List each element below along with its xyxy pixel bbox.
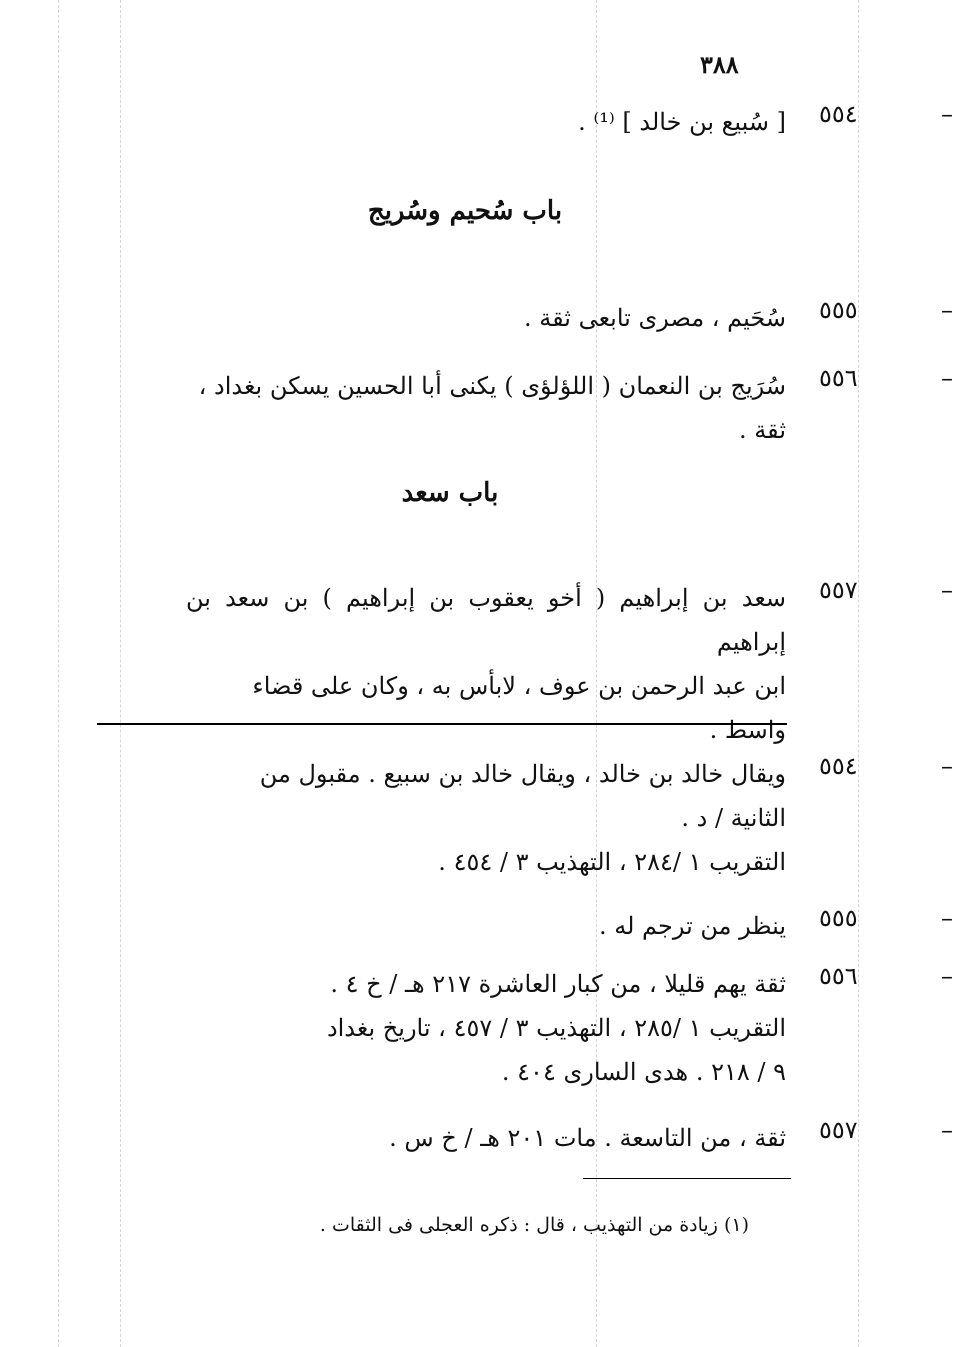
section-heading-saad: باب سعد [401,478,499,508]
entry-dash: – [941,100,953,128]
note-557 [186,1116,953,1160]
note-number: ٥٥٦ [819,962,858,990]
note-text: ويقال خالد بن خالد ، ويقال خالد بن سبيع . مقبول من [259,760,786,788]
note-number: ٥٥٥ [819,904,858,932]
page-number: ٣٨٨ [700,50,739,79]
note-text: ثقة يهم قليلا ، من كبار العاشرة ٢١٧ هـ / خ ٤ . [330,970,786,998]
entry-text: ثقة . [739,416,786,444]
footnote: (١) زيادة من التهذيب ، قال : ذكره العجلى فى الثقات . [319,1214,749,1236]
entry-556 [186,364,953,452]
entry-dash: – [941,364,953,392]
note-554 [186,752,953,884]
entry-text: سُرَيج بن النعمان ( اللؤلؤى ) يكنى أبا الحسين يسكن بغداد ، [198,372,786,400]
entry-dash: – [941,752,953,780]
note-text: الثانية / د . [681,804,786,832]
entry-dash: – [941,576,953,604]
entry-text: سُحَيم ، مصرى تابعى ثقة . [524,304,786,332]
entry-text: [ سُبيع بن خالد ] ⁽¹⁾ . [578,108,786,136]
footnote-separator [583,1178,791,1179]
note-text: ثقة ، من التاسعة . مات ٢٠١ هـ / خ س . [389,1124,786,1152]
entry-number: ٥٥٦ [819,364,858,392]
note-text: ينظر من ترجم له . [598,912,786,940]
scan-guide [120,0,121,1347]
entry-text: ابن عبد الرحمن بن عوف ، لابأس به ، وكان على قضاء [252,672,786,700]
entry-number: ٥٥٥ [819,296,858,324]
note-555 [186,904,953,948]
notes-separator [97,723,787,725]
note-556 [186,962,953,1094]
note-text: ٩ / ٢١٨ . هدى السارى ٤٠٤ . [501,1058,786,1086]
entry-text: واسط . [709,716,786,744]
note-text: التقريب ١ /٢٨٤ ، التهذيب ٣ / ٤٥٤ . [438,848,786,876]
entry-dash: – [941,296,953,324]
entry-dash: – [941,962,953,990]
entry-dash: – [941,904,953,932]
entry-number: ٥٥٧ [819,576,858,604]
entry-554 [286,100,953,144]
scan-guide [58,0,59,1347]
entry-dash: – [941,1116,953,1144]
section-heading-suhaym-surayj: باب سُحيم وسُريج [367,196,563,226]
scan-guide [858,0,859,1347]
entry-number: ٥٥٤ [819,100,858,128]
note-number: ٥٥٧ [819,1116,858,1144]
entry-557 [186,576,953,752]
note-text: التقريب ١ /٢٨٥ ، التهذيب ٣ / ٤٥٧ ، تاريخ بغداد [326,1014,786,1042]
entry-555 [286,296,953,340]
note-number: ٥٥٤ [819,752,858,780]
entry-text: سعد بن إبراهيم ( أخو يعقوب بن إبراهيم ) بن سعد بن إبراهيم [186,584,786,656]
